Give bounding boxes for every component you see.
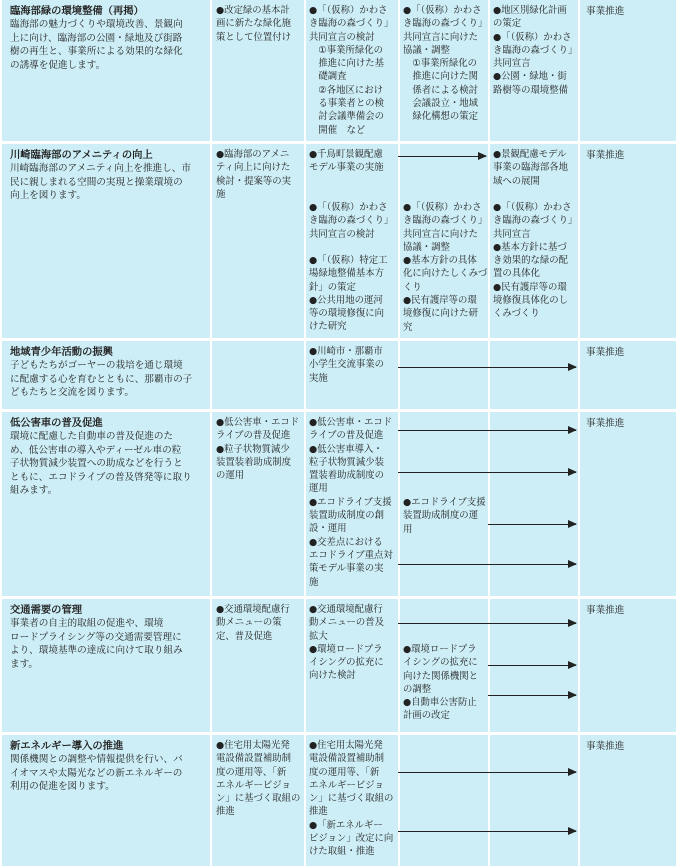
year3-cell: ●景観配慮モデル 事業の臨海部各地 域への展開 ●「（仮称）かわさ き臨海の森づくり」 共同宣言 ●基本方針に基づ き効果的な緑の配 置の具体化 ●民有護岸等の環 境修復具体化のし くみづくり [490, 144, 578, 338]
item-cell [2, 412, 210, 596]
year3-cell [490, 735, 578, 866]
arrow-icon [398, 772, 576, 773]
arrow-icon [398, 430, 576, 431]
table-row [0, 144, 676, 338]
item-title: 交通需要の管理 [10, 604, 83, 616]
item-description: 関係機関との調整や情報提供を行い、バ イオマスや太陽光などの新エネルギーの 利用の促進を図ります。 [10, 754, 183, 792]
item-description: 子どもたちがゴーヤーの栽培を通じ環境 に配慮する心を育むとともに、那覇市の子 どもたちと交流を図ります。 [10, 360, 193, 398]
arrow-icon [488, 665, 576, 666]
year3-cell: ●地区別緑化計画 の策定 ●「（仮称）かわさ き臨海の森づくり」 共同宣言 ●公園・緑地・街 路樹等の環境整備 [490, 0, 578, 141]
plan-cell [212, 341, 304, 409]
item-title: 川崎臨海部のアメニティの向上 [10, 149, 153, 161]
plan-cell: ●低公害車・エコド ライブの普及促進 ●粒子状物質減少 装置装着助成制度 の運用 [212, 412, 304, 596]
item-cell [2, 341, 210, 409]
item-description: 臨海部の魅力づくりや環境改善、景観向 上に向け、臨海部の公園・緑地及び街路 樹の再生と、事業所による効果的な緑化 の誘導を促進します。 [10, 19, 183, 71]
year1-cell: ●交通環境配慮行 動メニューの普及 拡大 ●環境ロードプラ イシングの拡充に 向けた検討 [306, 599, 398, 732]
year1-cell: ●低公害車・エコド ライブの普及促進 ●低公害車導入・ 粒子状物質減少装 置装着助成制度の 運用 ●エコドライブ支援 装置助成制度の創 設・運用 ●交差点における エコドライブ重点対 策モデル事業の実 施 [306, 412, 398, 596]
year3-cell [490, 341, 578, 409]
table-row [0, 599, 676, 732]
arrow-icon [398, 156, 486, 157]
item-title: 臨海部緑の環境整備（再掲） [10, 5, 144, 17]
plan-cell: ●住宅用太陽光発 電設備設置補助制 度の運用等、「新 エネルギービジョ ン」に基づく取組の 推進 [212, 735, 304, 866]
year1-cell: ●千鳥町景観配慮 モデル事業の実施 ●「（仮称）かわさ き臨海の森づくり」 共同宣言の検討 ●「（仮称）特定工 場緑地整備基本方 針」の策定 ●公共用地の運河 等の環境修復に向 けた研究 [306, 144, 398, 338]
year2-cell: ●「（仮称）かわさ き臨海の森づくり」 共同宣言に向けた 協議・調整 ①事業所緑化の 推進に向けた関 係者による検討 会議設立・地域 緑化構想の策定 [400, 0, 488, 141]
item-description: 環境に配慮した自動車の普及促進のた め、低公害車の導入やディーゼル車の粒 子状物質減少装置への助成などを行うと ともに、エコドライブの普及啓発等に取り 組みます。 [10, 431, 192, 496]
status-cell [580, 599, 676, 732]
item-title: 低公害車の普及促進 [10, 417, 103, 429]
year2-cell: ●エコドライブ支援 装置助成制度の運 用 [400, 412, 488, 596]
year2-cell: ●「（仮称）かわさ き臨海の森づくり」 共同宣言に向けた 協議・調整 ●基本方針の具体 化に向けたしくみづ くり ●民有護岸等の環 境修復に向けた研 究 [400, 144, 488, 338]
table-row [0, 412, 676, 596]
arrow-icon [398, 831, 576, 832]
arrow-icon [398, 564, 576, 565]
year3-cell [490, 412, 578, 596]
item-cell [2, 144, 210, 338]
plan-cell: ●改定緑の基本計 画に新たな緑化施 策として位置付け [212, 0, 304, 141]
arrow-icon [398, 472, 576, 473]
status-cell [580, 341, 676, 409]
year2-cell: ●環境ロードプラ イシングの拡充に 向けた関係機関と の調整 ●自動車公害防止 計画の改定 [400, 599, 488, 732]
plan-cell: ●交通環境配慮行 動メニューの策 定、普及促進 [212, 599, 304, 732]
table-row [0, 735, 676, 866]
arrow-icon [398, 623, 576, 624]
table-row [0, 0, 676, 141]
status-text: 事業推進 [586, 741, 625, 752]
status-cell [580, 144, 676, 338]
status-text: 事業推進 [586, 605, 625, 616]
item-title: 地域青少年活動の振興 [10, 346, 113, 358]
year2-cell [400, 735, 488, 866]
year1-cell: ●川崎市・那覇市 小学生交流事業の 実施 [306, 341, 398, 409]
arrow-icon [398, 367, 576, 368]
year1-cell: ●住宅用太陽光発 電設備設置補助制 度の運用等、「新 エネルギービジョ ン」に基づく取組の 推進 ●「新エネルギー ビジョン」改定に向 けた取組・推進 [306, 735, 398, 866]
item-cell [2, 0, 210, 141]
item-cell [2, 735, 210, 866]
status-cell [580, 412, 676, 596]
status-text: 事業推進 [586, 418, 625, 429]
item-description: 事業者の自主的取組の促進や、環境 ロードプライシング等の交通需要管理に より、環境基準の達成に向けて取り組み ます。 [10, 618, 183, 670]
item-description: 川崎臨海部のアメニティ向上を推進し、市 民に親しまれる空間の実現と操業環境の 向上を図ります。 [10, 163, 191, 201]
status-text: 事業推進 [586, 347, 625, 358]
arrow-icon [488, 524, 576, 525]
status-cell [580, 735, 676, 866]
year2-cell [400, 341, 488, 409]
arrow-icon [488, 695, 576, 696]
table-row [0, 341, 676, 409]
status-cell [580, 0, 676, 141]
item-title: 新エネルギー導入の推進 [10, 740, 124, 752]
year1-cell: ●「（仮称）かわさ き臨海の森づくり」 共同宣言の検討 ①事業所緑化の 推進に向けた基 礎調査 ②各地区におけ る事業者との検 討会議準備会の 開催 など [306, 0, 398, 141]
item-cell [2, 599, 210, 732]
plan-cell: ●臨海部のアメニ ティ向上に向けた 検討・提案等の実 施 [212, 144, 304, 338]
status-text: 事業推進 [586, 6, 625, 17]
status-text: 事業推進 [586, 150, 625, 161]
